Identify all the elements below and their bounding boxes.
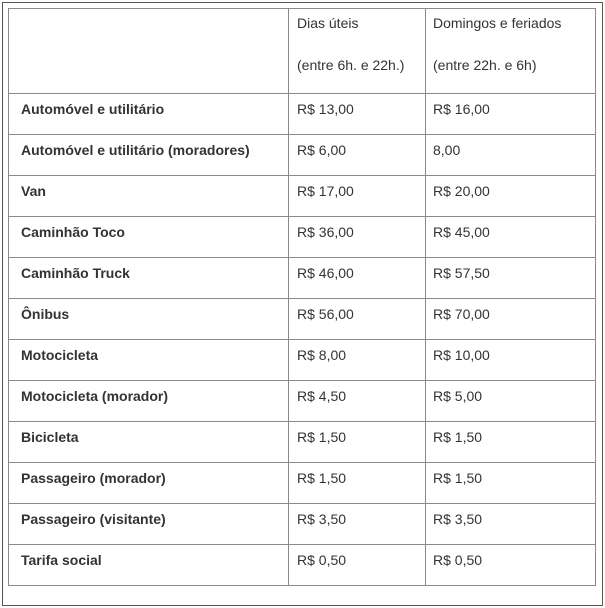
weekday-price-cell: R$ 4,50 bbox=[289, 381, 426, 422]
vehicle-cell: Ônibus bbox=[9, 299, 289, 340]
weekday-price-cell: R$ 0,50 bbox=[289, 545, 426, 586]
weekday-price-cell: R$ 1,50 bbox=[289, 422, 426, 463]
table-row bbox=[9, 135, 596, 176]
header-weekday-hours: (entre 6h. e 22h.) bbox=[297, 57, 405, 73]
table-header-row bbox=[9, 9, 596, 94]
weekday-price-cell: R$ 3,50 bbox=[289, 504, 426, 545]
weekday-price-cell: R$ 1,50 bbox=[289, 463, 426, 504]
vehicle-cell: Automóvel e utilitário (moradores) bbox=[9, 135, 289, 176]
table-row bbox=[9, 94, 596, 135]
table-frame bbox=[2, 2, 603, 606]
holiday-price-cell: R$ 1,50 bbox=[426, 422, 596, 463]
holiday-price-cell: R$ 57,50 bbox=[426, 258, 596, 299]
weekday-price-cell: R$ 8,00 bbox=[289, 340, 426, 381]
table-row bbox=[9, 381, 596, 422]
weekday-price-cell: R$ 17,00 bbox=[289, 176, 426, 217]
table-row bbox=[9, 463, 596, 504]
header-weekday-title: Dias úteis bbox=[297, 15, 359, 31]
holiday-price-cell: 8,00 bbox=[426, 135, 596, 176]
vehicle-cell: Passageiro (morador) bbox=[9, 463, 289, 504]
table-row bbox=[9, 504, 596, 545]
header-holiday-cell bbox=[426, 9, 596, 94]
holiday-price-cell: R$ 20,00 bbox=[426, 176, 596, 217]
holiday-price-cell: R$ 70,00 bbox=[426, 299, 596, 340]
table-row bbox=[9, 176, 596, 217]
vehicle-cell: Bicicleta bbox=[9, 422, 289, 463]
weekday-price-cell: R$ 56,00 bbox=[289, 299, 426, 340]
holiday-price-cell: R$ 0,50 bbox=[426, 545, 596, 586]
holiday-price-cell: R$ 3,50 bbox=[426, 504, 596, 545]
holiday-price-cell: R$ 45,00 bbox=[426, 217, 596, 258]
vehicle-cell: Tarifa social bbox=[9, 545, 289, 586]
weekday-price-cell: R$ 36,00 bbox=[289, 217, 426, 258]
table-row bbox=[9, 258, 596, 299]
table-row bbox=[9, 217, 596, 258]
table-row bbox=[9, 340, 596, 381]
weekday-price-cell: R$ 6,00 bbox=[289, 135, 426, 176]
vehicle-cell: Caminhão Toco bbox=[9, 217, 289, 258]
weekday-price-cell: R$ 13,00 bbox=[289, 94, 426, 135]
fare-table bbox=[8, 8, 596, 586]
holiday-price-cell: R$ 10,00 bbox=[426, 340, 596, 381]
table-row bbox=[9, 299, 596, 340]
header-vehicle-cell bbox=[9, 9, 289, 94]
header-holiday-hours: (entre 22h. e 6h) bbox=[433, 57, 537, 73]
table-row bbox=[9, 545, 596, 586]
vehicle-cell: Automóvel e utilitário bbox=[9, 94, 289, 135]
vehicle-cell: Passageiro (visitante) bbox=[9, 504, 289, 545]
vehicle-cell: Motocicleta bbox=[9, 340, 289, 381]
vehicle-cell: Caminhão Truck bbox=[9, 258, 289, 299]
holiday-price-cell: R$ 5,00 bbox=[426, 381, 596, 422]
header-holiday-title: Domingos e feriados bbox=[433, 15, 562, 31]
table-row bbox=[9, 422, 596, 463]
header-weekday-cell bbox=[289, 9, 426, 94]
vehicle-cell: Motocicleta (morador) bbox=[9, 381, 289, 422]
holiday-price-cell: R$ 1,50 bbox=[426, 463, 596, 504]
holiday-price-cell: R$ 16,00 bbox=[426, 94, 596, 135]
vehicle-cell: Van bbox=[9, 176, 289, 217]
weekday-price-cell: R$ 46,00 bbox=[289, 258, 426, 299]
